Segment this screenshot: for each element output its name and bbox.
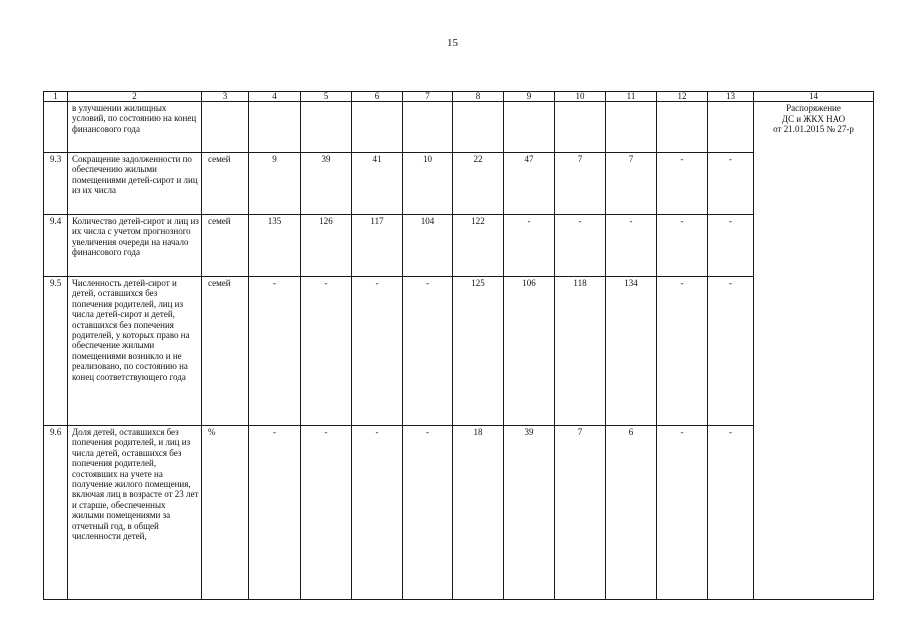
- value-cell: 135: [249, 215, 301, 277]
- row-number: [44, 102, 68, 153]
- column-header: 13: [708, 92, 754, 102]
- indicator-name: в улучшении жилищных условий, по состоянию на конец финансового года: [68, 102, 202, 153]
- unit-cell: [202, 102, 249, 153]
- value-cell: -: [301, 277, 352, 426]
- note-cell: [754, 102, 874, 600]
- indicator-name: Сокращение задолженности по обеспечению жилыми помещениями детей-сирот и лиц из их числа: [68, 153, 202, 215]
- value-cell: -: [301, 426, 352, 600]
- value-cell: -: [352, 277, 403, 426]
- value-cell: 117: [352, 215, 403, 277]
- column-header: 3: [202, 92, 249, 102]
- row-number: 9.5: [44, 277, 68, 426]
- indicators-table: [43, 91, 874, 600]
- value-cell: 106: [504, 277, 555, 426]
- value-cell: -: [555, 215, 606, 277]
- value-cell: [403, 102, 453, 153]
- table-row: [44, 277, 874, 426]
- value-cell: [708, 102, 754, 153]
- value-cell: -: [352, 426, 403, 600]
- column-header: 4: [249, 92, 301, 102]
- value-cell: -: [249, 277, 301, 426]
- page-number: 15: [447, 37, 458, 49]
- value-cell: -: [657, 277, 708, 426]
- value-cell: 118: [555, 277, 606, 426]
- value-cell: [249, 102, 301, 153]
- note-line: ДС и ЖКХ НАО: [781, 113, 846, 124]
- value-cell: -: [657, 426, 708, 600]
- value-cell: 22: [453, 153, 504, 215]
- column-header: 14: [754, 92, 874, 102]
- column-header: 9: [504, 92, 555, 102]
- value-cell: -: [606, 215, 657, 277]
- value-cell: [555, 102, 606, 153]
- unit-cell: семей: [202, 215, 249, 277]
- value-cell: -: [249, 426, 301, 600]
- indicator-name: Количество детей-сирот и лиц из их числа с учетом прогнозного увеличения очереди на начало финансового года: [68, 215, 202, 277]
- column-header: 5: [301, 92, 352, 102]
- value-cell: 126: [301, 215, 352, 277]
- value-cell: 7: [555, 426, 606, 600]
- value-cell: 41: [352, 153, 403, 215]
- column-header: 8: [453, 92, 504, 102]
- value-cell: 6: [606, 426, 657, 600]
- column-header: 11: [606, 92, 657, 102]
- value-cell: -: [708, 153, 754, 215]
- value-cell: 7: [606, 153, 657, 215]
- value-cell: 18: [453, 426, 504, 600]
- value-cell: 104: [403, 215, 453, 277]
- value-cell: -: [403, 277, 453, 426]
- value-cell: 39: [504, 426, 555, 600]
- unit-cell: семей: [202, 277, 249, 426]
- value-cell: 125: [453, 277, 504, 426]
- table-row: [44, 102, 874, 153]
- table-row: [44, 426, 874, 600]
- value-cell: [606, 102, 657, 153]
- note-line: Распоряжение: [786, 103, 841, 113]
- column-header: 12: [657, 92, 708, 102]
- value-cell: -: [708, 215, 754, 277]
- column-header: 2: [68, 92, 202, 102]
- value-cell: -: [657, 215, 708, 277]
- value-cell: -: [403, 426, 453, 600]
- column-header: 10: [555, 92, 606, 102]
- value-cell: [504, 102, 555, 153]
- table-row: [44, 215, 874, 277]
- value-cell: -: [504, 215, 555, 277]
- value-cell: 39: [301, 153, 352, 215]
- value-cell: 10: [403, 153, 453, 215]
- value-cell: [453, 102, 504, 153]
- column-header: 7: [403, 92, 453, 102]
- unit-cell: %: [202, 426, 249, 600]
- row-number: 9.4: [44, 215, 68, 277]
- unit-cell: семей: [202, 153, 249, 215]
- table-row: [44, 153, 874, 215]
- column-number-row: [44, 92, 874, 102]
- value-cell: 47: [504, 153, 555, 215]
- row-number: 9.3: [44, 153, 68, 215]
- value-cell: [352, 102, 403, 153]
- value-cell: 122: [453, 215, 504, 277]
- indicator-name: Численность детей-сирот и детей, оставшихся без попечения родителей, лиц из числа детей-сирот и детей, оставшихся без попечения родителей, у которых право на обеспечение жилыми помещениями возникло и не реализовано, по состоянию на конец соответствующего года: [68, 277, 202, 426]
- value-cell: [301, 102, 352, 153]
- value-cell: 9: [249, 153, 301, 215]
- value-cell: -: [708, 277, 754, 426]
- value-cell: -: [708, 426, 754, 600]
- value-cell: -: [657, 153, 708, 215]
- value-cell: [657, 102, 708, 153]
- note-line: от 21.01.2015 № 27-р: [773, 124, 854, 135]
- column-header: 6: [352, 92, 403, 102]
- value-cell: 7: [555, 153, 606, 215]
- value-cell: 134: [606, 277, 657, 426]
- indicator-name: Доля детей, оставшихся без попечения родителей, и лиц из числа детей, оставшихся без попечения родителей, состоявших на учете на получение жилого помещения, включая лиц в возрасте от 23 лет и старше, обеспеченных жилыми помещениями за отчетный год, в общей численности детей,: [68, 426, 202, 600]
- row-number: 9.6: [44, 426, 68, 600]
- column-header: 1: [44, 92, 68, 102]
